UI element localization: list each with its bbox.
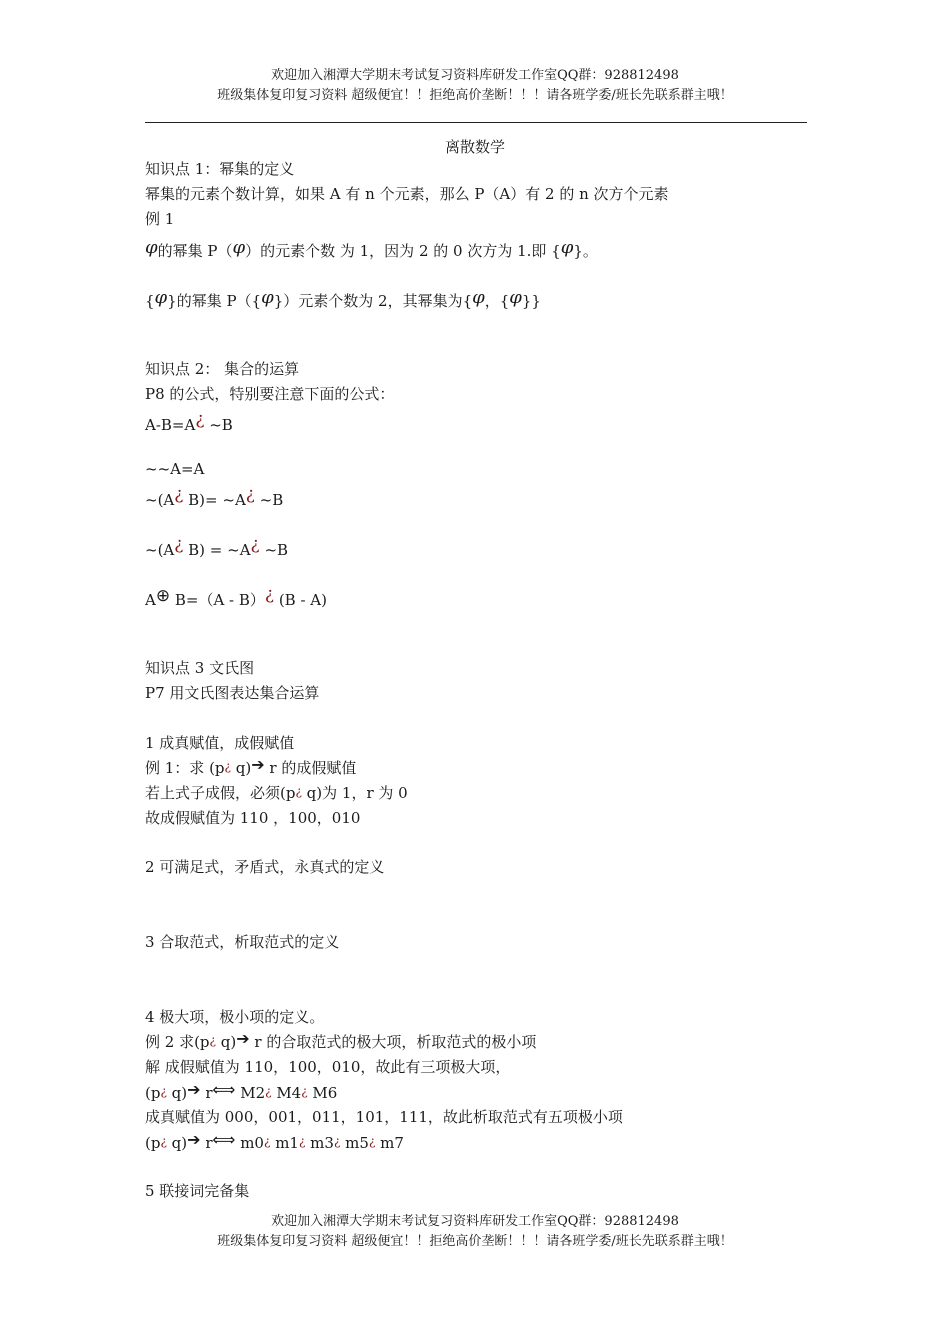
ex1-line-b: {φ}的幂集 P（{φ}）元素个数为 2，其幂集为{φ，{φ}} [145,287,541,310]
arrow-icon: ➔ [187,1130,201,1149]
s4-minterms: (p¿ q)➔ r⟺ m0¿ m1¿ m3¿ m5¿ m7 [145,1130,404,1152]
k1-desc: 幂集的元素个数计算，如果 A 有 n 个元素，那么 P（A）有 2 的 n 次方个元素 [145,185,669,203]
unknown-glyph: ¿ [195,409,205,429]
s1-line-3: 故成假赋值为 110 ，100，010 [145,809,361,827]
iff-icon: ⟺ [212,1130,236,1149]
s2-title: 2 可满足式，矛盾式，永真式的定义 [145,858,385,876]
k1-title: 知识点 1：幂集的定义 [145,160,295,178]
unknown-glyph: ¿ [160,1084,167,1098]
ex1-label: 例 1 [145,210,175,228]
phi-symbol: φ [509,287,522,308]
s5-title: 5 联接词完备集 [145,1182,250,1200]
phi-symbol: φ [232,237,246,258]
unknown-glyph: ¿ [263,1134,271,1148]
s4-example: 例 2 求(p¿ q)➔ r 的合取范式的极大项，析取范式的极小项 [145,1029,537,1051]
unknown-glyph: ¿ [174,534,184,554]
s3-title: 3 合取范式，析取范式的定义 [145,933,340,951]
s4-true-values: 成真赋值为 000，001，011，101，111，故此析取范式有五项极小项 [145,1108,623,1126]
arrow-icon: ➔ [236,1029,250,1048]
arrow-icon: ➔ [187,1080,201,1099]
formula-1: A-B=A¿ ~B [145,409,233,434]
unknown-glyph: ¿ [174,484,184,504]
iff-icon: ⟺ [212,1080,236,1099]
phi-symbol: φ [560,237,574,258]
s4-title: 4 极大项，极小项的定义。 [145,1008,325,1026]
ex1-line-a: φ的幂集 P（φ）的元素个数 为 1，因为 2 的 0 次方为 1.即 {φ}。 [145,237,598,260]
unknown-glyph: ¿ [245,484,255,504]
unknown-glyph: ¿ [298,1134,306,1148]
formula-3: ~(A¿ B)= ~A¿ ~B [145,484,284,509]
s1-title: 1 成真赋值，成假赋值 [145,734,295,752]
k3-title: 知识点 3 文氏图 [145,659,255,677]
unknown-glyph: ¿ [265,1084,272,1098]
s1-line-2: 若上式子成假，必须(p¿ q)为 1，r 为 0 [145,784,408,802]
doc-title: 离散数学 [444,138,505,156]
phi-symbol: φ [472,287,485,308]
phi-symbol: φ [154,287,168,308]
unknown-glyph: ¿ [295,784,302,798]
unknown-glyph: ¿ [264,584,275,604]
unknown-glyph: ¿ [301,1084,308,1098]
unknown-glyph: ¿ [368,1134,376,1148]
oplus-icon: ⊕ [155,586,171,606]
header-divider [145,122,807,123]
page-header [0,66,950,106]
arrow-icon: ➔ [251,755,265,774]
formula-4: ~(A¿ B) = ~A¿ ~B [145,534,289,559]
unknown-glyph: ¿ [224,759,231,773]
k2-desc: P8 的公式，特别要注意下面的公式： [145,385,395,403]
k3-desc: P7 用文氏图表达集合运算 [145,684,320,702]
k2-title: 知识点 2： 集合的运算 [145,360,300,378]
page-footer [0,1212,950,1252]
header-line-1: 欢迎加入湘潭大学期末考试复习资料库研发工作室QQ群：928812498 [271,68,679,83]
formula-2: ~~A=A [145,460,205,478]
s1-example: 例 1：求 (p¿ q)➔ r 的成假赋值 [145,755,357,777]
unknown-glyph: ¿ [250,534,260,554]
footer-line-2: 班级集体复印复习资料 超级便宜！！拒绝高价垄断！！！请各班学委/班长先联系群主哦！ [217,1234,733,1249]
phi-symbol: φ [261,287,274,308]
s4-solution: 解 成假赋值为 110，100，010，故此有三项极大项， [145,1058,511,1076]
footer-line-1: 欢迎加入湘潭大学期末考试复习资料库研发工作室QQ群：928812498 [271,1214,679,1229]
header-line-2: 班级集体复印复习资料 超级便宜！！拒绝高价垄断！！！请各班学委/班长先联系群主哦！ [217,88,733,103]
formula-5: A⊕ B=（A - B）¿ (B - A) [145,584,327,609]
phi-symbol: φ [145,237,158,258]
unknown-glyph: ¿ [209,1033,216,1047]
s4-maxterms: (p¿ q)➔ r⟺ M2¿ M4¿ M6 [145,1080,338,1102]
unknown-glyph: ¿ [333,1134,341,1148]
unknown-glyph: ¿ [160,1134,167,1148]
